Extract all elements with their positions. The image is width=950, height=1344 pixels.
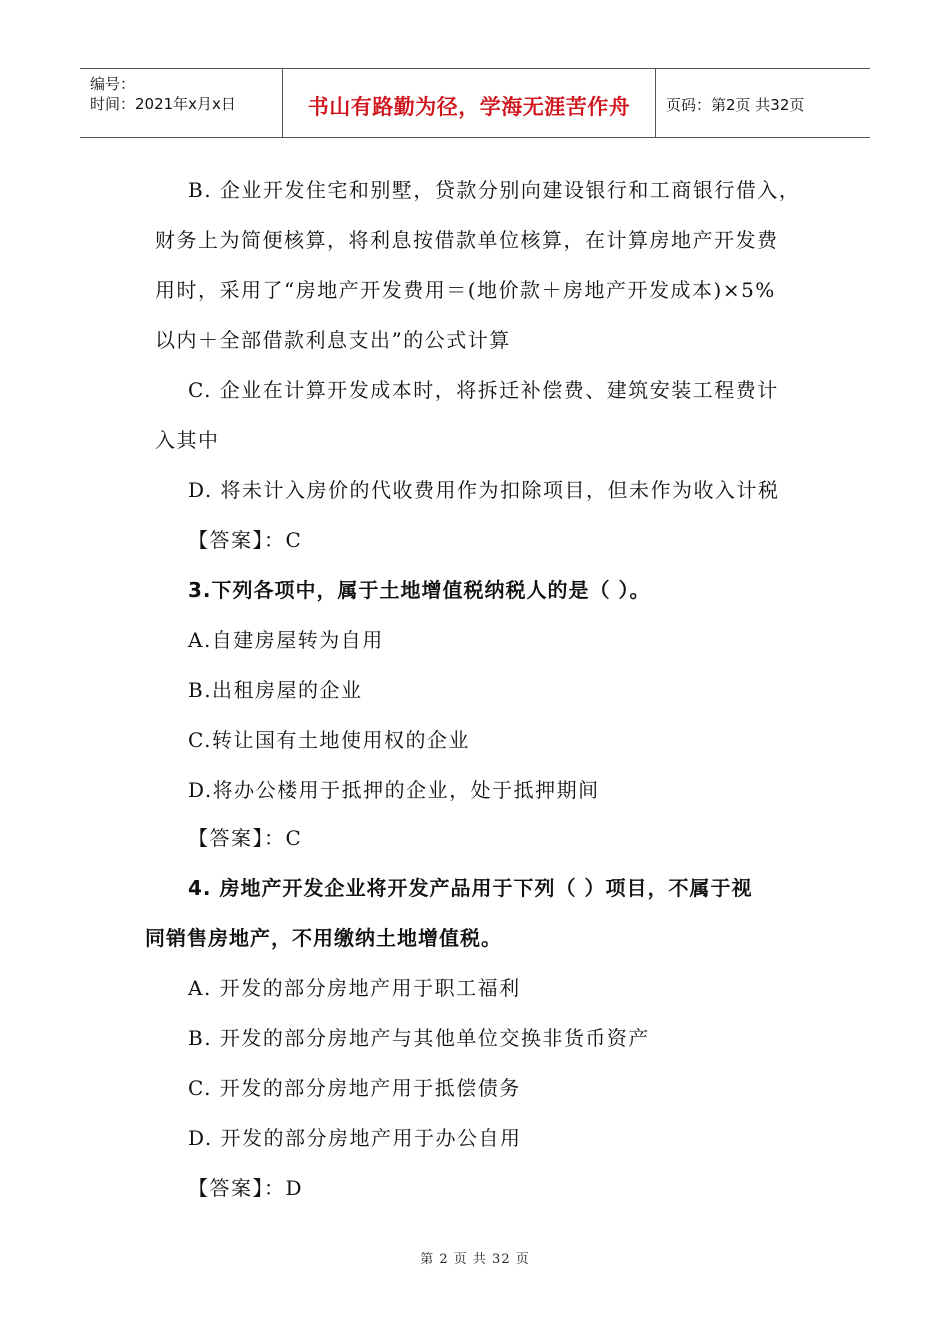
question-4-option-c: C. 开发的部分房地产用于抵偿债务 — [188, 1076, 521, 1100]
option-c-line-2: 入其中 — [155, 428, 220, 452]
answer-q3: 【答案】：C — [188, 826, 303, 850]
question-3-option-b: B.出租房屋的企业 — [188, 678, 363, 702]
question-4-option-d: D. 开发的部分房地产用于办公自用 — [188, 1126, 522, 1150]
answer-q2: 【答案】：C — [188, 528, 303, 552]
question-3-option-a: A.自建房屋转为自用 — [188, 628, 384, 652]
header-motto-cell — [283, 69, 656, 137]
question-3-option-c: C.转让国有土地使用权的企业 — [188, 728, 470, 752]
header-info-cell — [80, 69, 283, 137]
answer-q4: 【答案】：D — [188, 1176, 304, 1200]
option-b-line-2: 财务上为简便核算，将利息按借款单位核算，在计算房地产开发费 — [155, 228, 779, 252]
question-3-option-d: D.将办公楼用于抵押的企业，处于抵押期间 — [188, 778, 600, 802]
question-4-title-line-2: 同销售房地产，不用缴纳土地增值税。 — [145, 926, 502, 950]
option-c-line-1: C. 企业在计算开发成本时，将拆迁补偿费、建筑安装工程费计 — [188, 378, 779, 402]
header-motto: 书山有路勤为径，学海无涯苦作舟 — [307, 95, 631, 119]
page-footer: 第 2 页 共 32 页 — [420, 1252, 530, 1267]
question-3-title: 3.下列各项中，属于土地增值税纳税人的是（ ）。 — [188, 578, 651, 602]
header-page-cell — [656, 69, 870, 137]
question-4-title-line-1: 4. 房地产开发企业将开发产品用于下列（ ）项目，不属于视 — [188, 876, 753, 900]
question-4-option-b: B. 开发的部分房地产与其他单位交换非货币资产 — [188, 1026, 650, 1050]
doc-time-label: 时间：2021年x月x日 — [90, 95, 236, 113]
header-page-label: 页码：第2页 共32页 — [666, 96, 805, 114]
doc-number-label: 编号： — [90, 75, 136, 93]
page-header — [80, 68, 870, 138]
option-b-line-4: 以内＋全部借款利息支出”的公式计算 — [155, 328, 511, 352]
question-4-option-a: A. 开发的部分房地产用于职工福利 — [188, 976, 521, 1000]
option-b-line-3: 用时，采用了“房地产开发费用＝(地价款＋房地产开发成本)×5% — [155, 278, 776, 302]
option-d-line: D. 将未计入房价的代收费用作为扣除项目，但未作为收入计税 — [188, 478, 780, 502]
option-b-line-1: B. 企业开发住宅和别墅，贷款分别向建设银行和工商银行借入， — [188, 178, 801, 202]
